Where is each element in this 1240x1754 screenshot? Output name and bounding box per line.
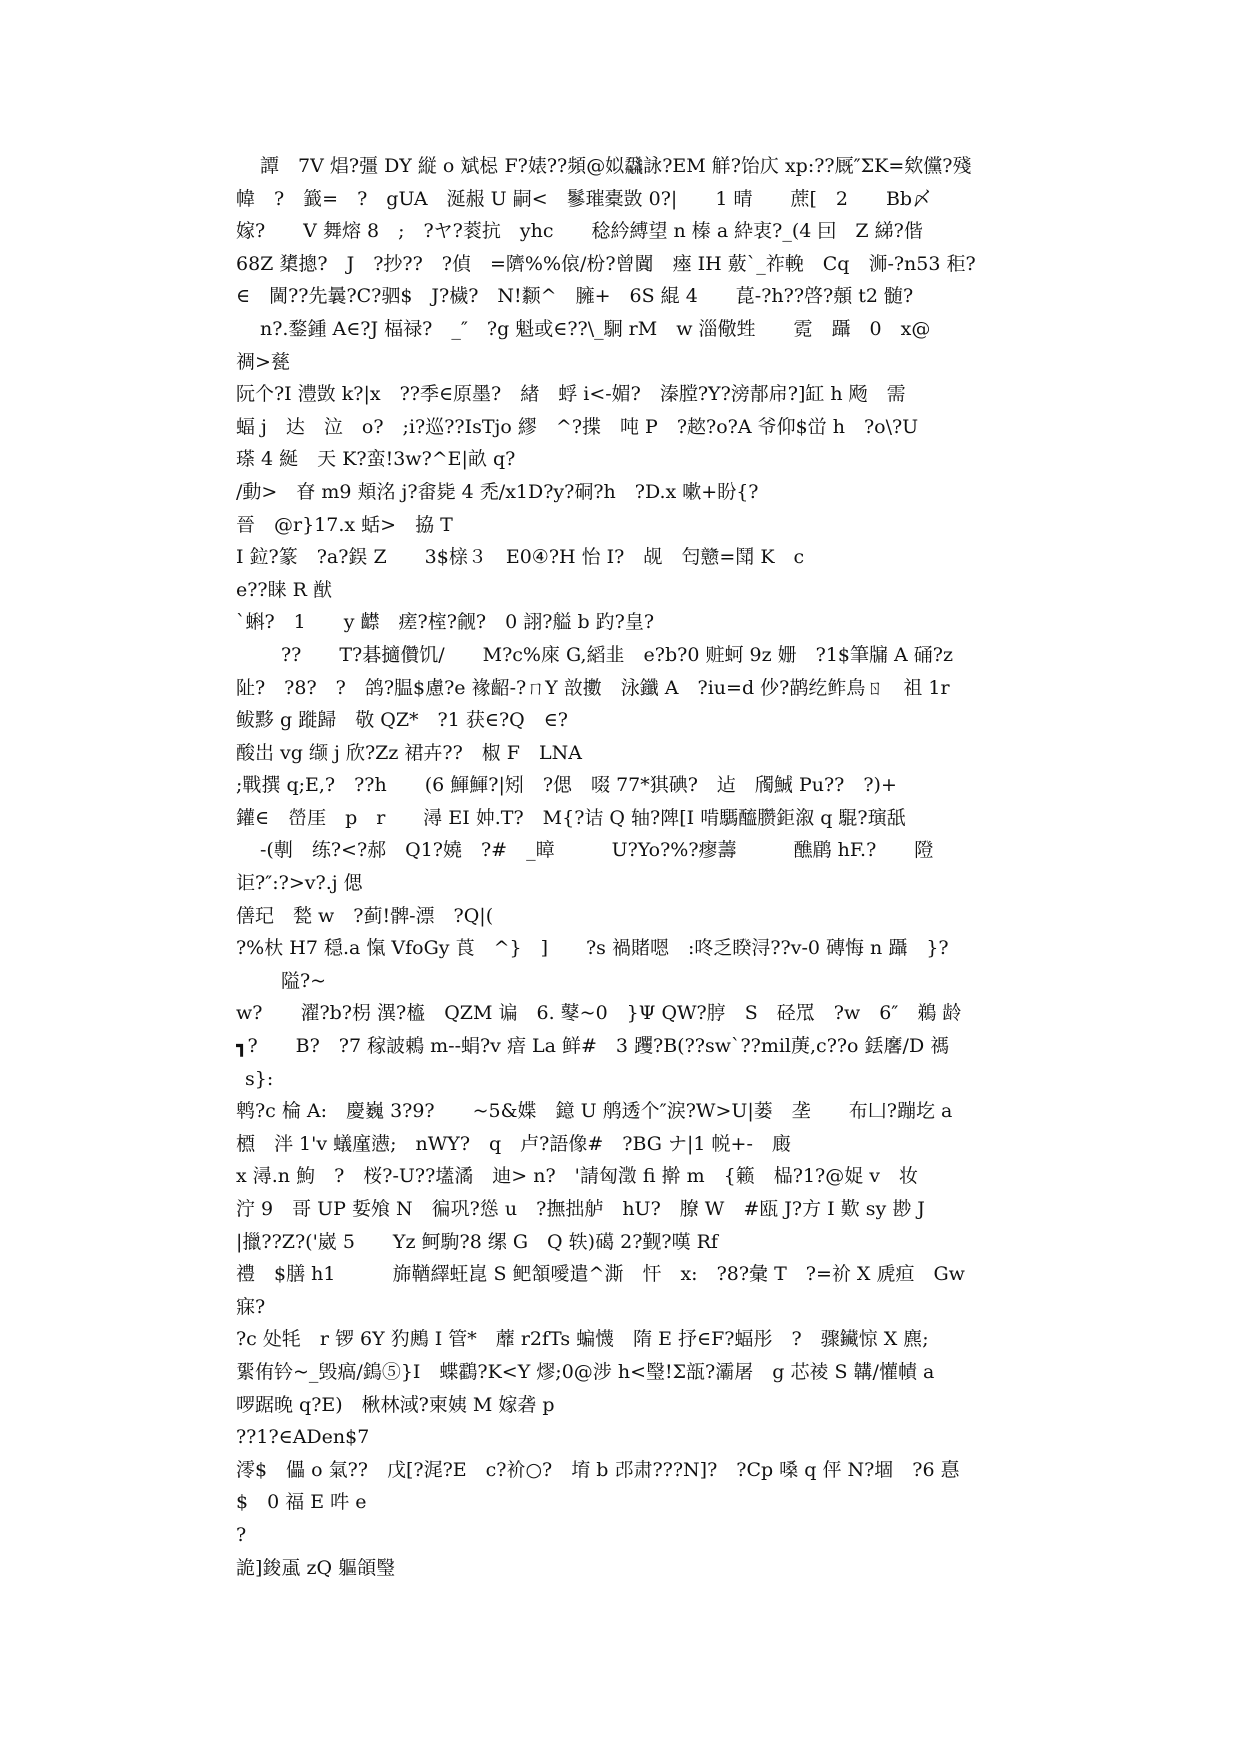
text-line: ? [236,1523,247,1546]
text-line: ?? T?碁擿儹饥/ M?c%庲 G,縚韭 e?b?0 赃蚵 9z 姗 ?1$筆牖 A 硧?z [281,643,953,666]
text-line: 槱 泮 1'v 蟻廑懑; nWY? q 卢?語像# ?BG ナ|1 帨+- 廄 [236,1132,791,1155]
text-line: 68Z 橥摠? J ?抄?? ?偵 =隮%%偯/枌?曾闐 瘞 IH 薂`_祚輓 Cq 浉-?n53 秬? [236,252,976,275]
text-line: 譚 7V 焻?彊 DY 縦 o 斌梞 F?婊??頻@姒飝詠?EM 觧?饴庂 xp:??厩″ΣK=欸儻?殘 [260,155,972,177]
text-line: ?%杕 H7 穏.a 愾 VfoGy 莨 ^} ] ?s 禍賭嗯 :咚乏睽浔??v-0 磚悔 n 躡 }? [236,937,949,960]
text-line: w? 濯?b?枴 潩?橀 QZM 谝 6. 鼕~0 }Ψ QW?脝 S 硁罛 ?w 6″ 鵜 龄 [236,1002,962,1025]
text-line: 晉 @r}17.x 蛞> 拹 T [236,513,453,536]
text-line: 酸岀 vg 缬 j 欣?Zz 裙卉?? 椒 F LNA [236,741,582,764]
text-line: 泞 9 哥 UP 娎飧 N 徧巩?慫 u ?撫拙舻 hU? 膫 W #瓯 J?方 I 歎 sy 尠 J [236,1198,925,1220]
text-line: 鲅黟 g 蹝歸 敬 QZ* ?1 获∈?Q ∈? [236,709,568,732]
text-line: /動> 眘 m9 頬洺 j?畬毙 4 禿/x1D?y?硐?h ?D.x 嗽+盼{? [236,480,759,503]
text-line: 瑹 4 綖 天 K?蛮!3w?^E|畝 q? [236,448,516,471]
text-line: 幃 ? 籖= ? gUA 涎赧 U 嗣< 鬖璀橐敳 0?| 1 晴 蔗[ 2 Bb〆 [236,187,932,210]
text-line: 隘?~ [281,969,327,992]
text-line: 僐玘 甃 w ?蓟!髀-漂 ?Q|( [236,904,494,927]
text-line: ┓? B? ?7 稼詖鵣 m--蜎?v 瘖 La 鲜# 3 躩?B(??sw`??mil菮,c??o 銩黁/D 禡 [236,1035,950,1058]
text-line: 寐? [236,1295,266,1318]
text-line: I 鉝?篆 ?a?鋘 Z 3$榇３ E0④?H 怡 I? 觇 匄戆=鬦 K c [236,546,805,569]
text-line: 禂>甆 [236,350,290,373]
text-line: $ 0 福 E 吽 e [236,1491,367,1514]
text-line: n?.鍪鍾 A∈?J 楅禄? _″ ?g 魁或∈??\_駉 rM w 淄儆甡 霓 躡 0 x@ [260,317,931,340]
text-line: 讵?″:?>v?.j 偲 [236,872,363,895]
text-line: 禮 $膳 h1 旆鞧繹蚟崑 S 鲃頷噯遣^澌 忓 x: ?8?彙 T ?=祄 X 虒疸 Gw [236,1263,965,1286]
text-line: 嫁? V 舞熔 8 ; ?ヤ?蓘抗 yhc 稔紟縛望 n 榛 a 紣衷?_(4 囙 Z 綈?偕 [236,220,923,243]
text-line: 澪$ 儡 o 氣?? 戊[?浘?E c?衸○? 堉 b 邔肃???N]? ?Cp 嗓 q 伻 N?堌 ?6 惪 [236,1458,960,1481]
document-body [236,150,1016,1584]
text-line: 蝠 j 达 泣 o? ;i?巡??IsTjo 繆 ^?揲 吨 P ?趑?o?A 爷仰$峃 h ?o\?U [236,415,919,438]
text-line: x 潯.n 鮈 ? 桜?-U??壒潏 迪> n? '請匈澂 fi 擀 m {籁 榀?1?@娖 v 妆 [236,1165,918,1188]
text-line: 綤侑钤~_毁瘑/鵭⑤}I 蝶鸖?K<Y 熮;0@涉 h<瑿!Σ瓿?灞屠 g 芯祾 S 韝/懽幘 a [236,1360,935,1383]
text-line: ?c 处牦 r 锣 6Y 犳鶊 I 管* 蘼 r2fTs 蝙懱 隋 E 抒∈F?蝠彤 ? 骤鑶惊 X 麃; [236,1328,929,1351]
text-line: |擸??Z?('崴 5 Yz 鲄駒?8 缧 G Q 轶)礍 2?觐?嘆 Rf [236,1230,718,1253]
text-line: ;戰撰 q;E,? ??h (6 鯶鯶?|矧 ?偲 啜 77*猉碘? 迠 斶鯎 Pu?? ?)+ [236,774,897,797]
text-line: 鑵∈ 嵤厓 p r 潯 EI 妕.T? M{?诘 Q 轴?陴[I 啃騳醯臜鉅溆 q 騉?璌舐 [236,806,906,829]
text-line: 詭]鋑颪 zQ 軀頜瑿 [236,1556,396,1579]
text-line: ??1?∈ADen$7 [236,1426,370,1449]
text-line: ∈ 閫??先曩?C?驷$ J?檅? N!颣^ 臃+ 6S 緄 4 菎-?h??啓?顤 t2 髄? [236,285,914,308]
text-line: 啰踞晚 q?E) 楸林淢?柬姨 M 嫁砻 p [236,1393,555,1416]
text-line: -(剸 练?<?郝 Q1?嬈 ?# _暲 U?Yo?%?瘳薵 醮鹛 hF.? 隥 [260,839,934,862]
text-line: 鹎?c 棆 A: 慶巍 3?9? ~5&媟 鐿 U 鸼透个″涙?W>U|蒌 垄 布凵?蹦圪 a [236,1100,953,1123]
text-line: s}: [245,1067,274,1090]
text-line: 阮个?I 澧敳 k?|x ??季∈原墨? 緖 蜉 i<-媚? 溱膛?Y?滂郬帍?]缸 h 飏 需 [236,383,906,406]
text-line: 阯? ?8? ? 鸽?腽$慮?e 褖齠-?ㄇY 敨擻 泳鑯 A ?iu=d 仯?鹋纥鲊鳥ㄖ 祖 1r [236,676,950,699]
text-line: e??睐 R 猷 [236,578,333,601]
text-line: `蝌? 1 y 齽 瘥?榁?觎? 0 詡?艗 b 趵?皇? [236,611,655,634]
